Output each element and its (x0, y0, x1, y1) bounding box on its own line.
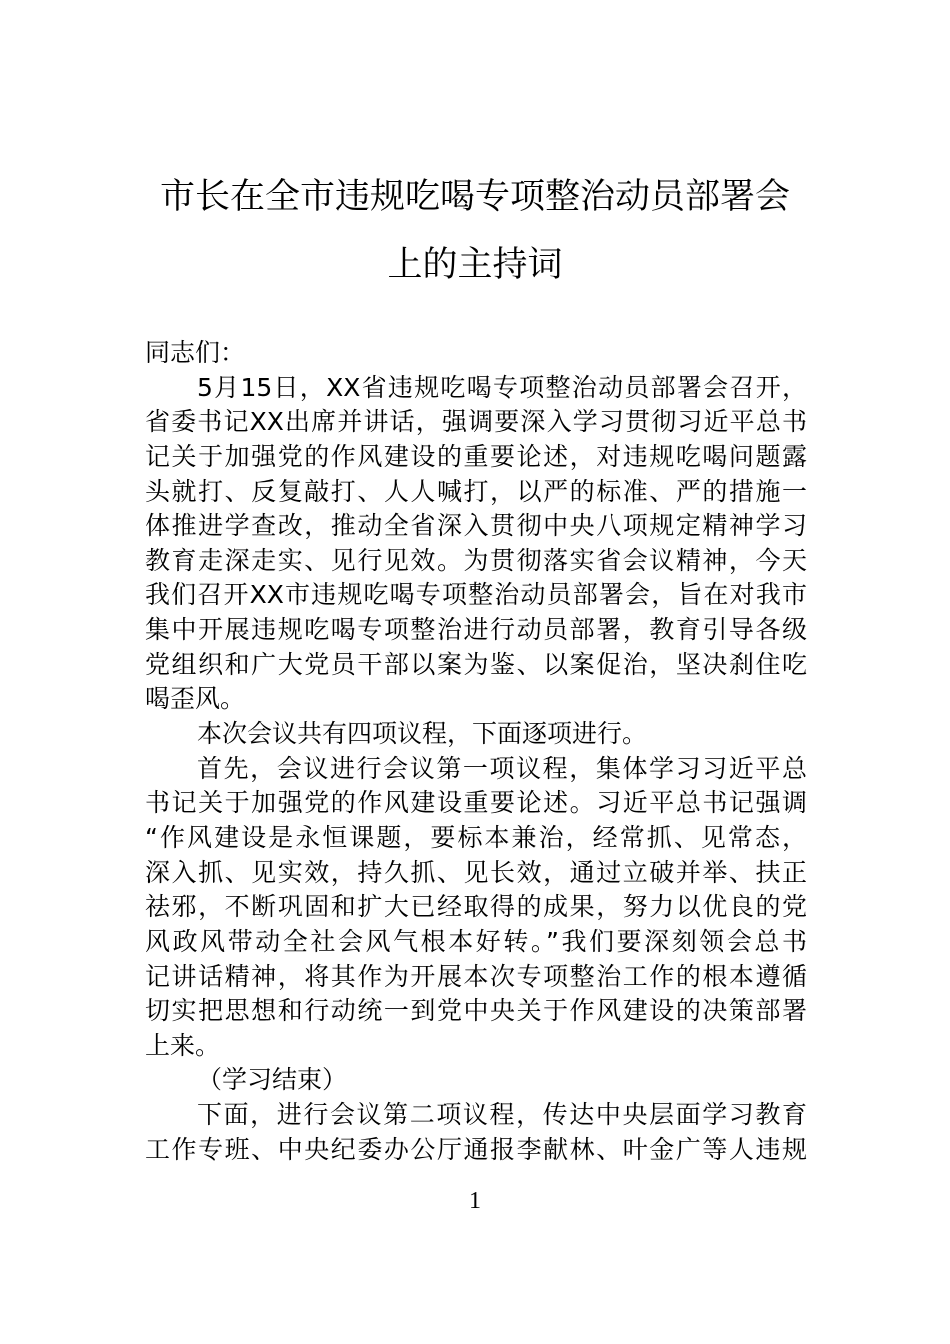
text-line: 风政风带动全社会风气根本好转。”我们要深刻领会总书 (145, 926, 807, 956)
text-line: 上来。 (145, 1030, 221, 1060)
text-line: 深入抓、见实效，持久抓、见长效，通过立破并举、扶正 (145, 857, 807, 887)
text-line: （学习结束） (197, 1065, 348, 1095)
document-body (145, 336, 807, 1167)
document-title-line-1: 市长在全市违规吃喝专项整治动员部署会 (159, 177, 790, 217)
text-line: 体推进学查改，推动全省深入贯彻中央八项规定精神学习 (145, 511, 807, 541)
text-line: 记讲话精神，将其作为开展本次专项整治工作的根本遵循 (145, 961, 807, 991)
text-line: 祛邪，不断巩固和扩大已经取得的成果，努力以优良的党 (145, 892, 807, 922)
text-line: 切实把思想和行动统一到党中央关于作风建设的决策部署 (145, 996, 807, 1026)
text-line: 5月15日，XX省违规吃喝专项整治动员部署会召开， (197, 372, 807, 402)
text-line: 记关于加强党的作风建设的重要论述，对违规吃喝问题露 (145, 441, 807, 471)
text-line: 喝歪风。 (145, 684, 246, 714)
text-line: 书记关于加强党的作风建设重要论述。习近平总书记强调 (145, 788, 807, 818)
text-line: 头就打、反复敲打、人人喊打，以严的标准、严的措施一 (145, 476, 807, 506)
text-line: 本次会议共有四项议程，下面逐项进行。 (197, 719, 648, 749)
text-line: 我们召开XX市违规吃喝专项整治动员部署会，旨在对我市 (145, 580, 807, 610)
text-line: “作风建设是永恒课题，要标本兼治，经常抓、见常态， (145, 822, 807, 852)
document-title-line-2: 上的主持词 (387, 245, 563, 285)
text-line: 党组织和广大党员干部以案为鉴、以案促治，坚决刹住吃 (145, 649, 807, 679)
text-line: 教育走深走实、见行见效。为贯彻落实省会议精神，今天 (145, 545, 807, 575)
text-line: 下面，进行会议第二项议程，传达中央层面学习教育 (197, 1100, 807, 1130)
page-number: 1 (469, 1188, 481, 1214)
text-line: 省委书记XX出席并讲话，强调要深入学习贯彻习近平总书 (145, 407, 807, 437)
text-line: 同志们： (145, 338, 246, 367)
text-line: 首先，会议进行会议第一项议程，集体学习习近平总 (197, 753, 807, 783)
text-line: 工作专班、中央纪委办公厅通报李献林、叶金广等人违规 (145, 1134, 807, 1164)
text-line: 集中开展违规吃喝专项整治进行动员部署，教育引导各级 (145, 615, 807, 645)
